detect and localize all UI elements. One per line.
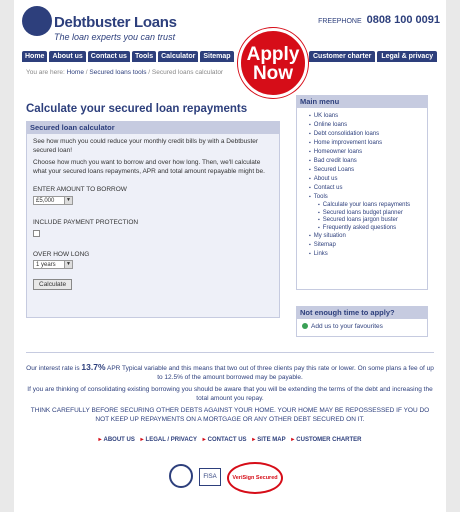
menu-item[interactable]: ▪ Contact us [309,184,427,193]
secondary-nav [309,51,437,62]
menu-item[interactable]: ▪ About us [309,175,427,184]
amount-value: £5,000 [36,197,55,204]
menu-item[interactable]: ▪ Debt consolidation loans [309,130,427,139]
chevron-down-icon: ▼ [64,197,72,204]
fisa-logo: FISA [199,468,221,486]
calculator-intro-2: Choose how much you want to borrow and over how long. Then, we'll calculate what your secured loans repayments, APR and total amount repayable might be. [33,159,265,175]
rate-pre: Our interest rate is [26,365,80,372]
amount-label: ENTER AMOUNT TO BORROW [33,186,127,193]
menu-item[interactable]: ▪ UK loans [309,112,427,121]
calculator-intro-1: See how much you could reduce your monthly credit bills by with a Debtbuster secured loan! [33,138,259,154]
footer-disclaimer [26,363,434,428]
freephone [318,14,440,26]
main-menu-heading: Main menu [297,96,427,108]
payment-protection-checkbox[interactable] [33,230,40,237]
breadcrumb-tools[interactable]: Secured loans tools [89,69,147,76]
breadcrumb-prefix: You are here: [26,69,65,76]
page [14,0,446,512]
protection-label: INCLUDE PAYMENT PROTECTION [33,219,139,226]
brand-logo[interactable] [22,6,182,46]
footer-link-about-us[interactable]: ▸ ABOUT US [98,437,134,443]
submenu-item[interactable]: ▪ Secured loans jargon buster [318,217,427,225]
term-select[interactable] [33,260,73,269]
calculator-body [27,134,279,317]
consolidate-text: If you are thinking of consolidating existing borrowing you should be aware that you will be extending the terms of the debt and increasing the total amount you repay. [27,386,433,402]
rate-value: 13.7% [81,362,106,372]
breadcrumb-current: Secured loans calculator [151,69,224,76]
footer-link-contact-us[interactable]: ▸ CONTACT US [203,437,247,443]
menu-item[interactable]: ▪ Secured Loans [309,166,427,175]
brand-tagline: The loan experts you can trust [54,32,176,42]
term-value: 1 years [36,262,56,268]
breadcrumb-home[interactable]: Home [66,69,84,76]
menu-item[interactable]: ▪ Homeowner loans [309,148,427,157]
term-label: OVER HOW LONG [33,250,90,258]
nav-home[interactable]: Home [22,51,47,62]
trust-logos [14,462,446,496]
footer-links [14,436,446,443]
chevron-down-icon: ▼ [64,261,72,268]
add-favourites-link[interactable] [297,319,427,330]
repossession-warning: THINK CAREFULLY BEFORE SECURING OTHER DEBTS AGAINST YOUR HOME. YOUR HOME MAY BE REPOSSESSED IF YOU DO NOT KEEP UP REPAYMENTS ON A MORTGAGE OR ANY OTHER DEBT SECURED ON IT. [30,407,430,423]
freephone-number[interactable]: 0808 100 0091 [366,14,440,26]
logo-icon [22,6,52,36]
brand-name: Debtbuster Loans [54,14,177,31]
footer-link-customer-charter[interactable]: ▸ CUSTOMER CHARTER [291,437,361,443]
add-favourites-label: Add us to your favourites [311,323,383,330]
nav-calculator[interactable]: Calculator [158,51,198,62]
calculator-heading: Secured loan calculator [27,122,279,134]
calculate-button[interactable]: Calculate [33,279,72,290]
menu-item[interactable]: ▪ Bad credit loans [309,157,427,166]
verisign-logo[interactable]: VeriSign Secured [227,462,283,494]
menu-item[interactable]: ▪ Online loans [309,121,427,130]
amount-select[interactable] [33,196,73,205]
rate-text [26,363,434,382]
page-title: Calculate your secured loan repayments [26,103,248,115]
breadcrumb [26,69,226,77]
footer-link-legal-privacy[interactable]: ▸ LEGAL / PRIVACY [141,437,197,443]
menu-item[interactable]: ▪ My situation [309,232,427,241]
submenu-item[interactable]: ▪ Frequently asked questions [318,225,427,233]
nav-sitemap[interactable]: Sitemap [200,51,233,62]
not-enough-time-heading: Not enough time to apply? [297,307,427,319]
apply-now-button[interactable] [238,28,308,98]
divider [26,352,434,353]
favourites-icon [302,323,308,329]
breadcrumb-separator: / [148,69,151,76]
submenu-item[interactable]: ▪ Secured loans budget planner [318,210,427,218]
main-menu-list [297,108,427,259]
rate-post: APR Typical variable and this means that two out of three clients pay this rate or lower. On some plans a fee of up to 12.5% of the amount borrowed may be payable. [106,365,434,381]
main-nav [22,51,234,62]
cml-logo [169,464,193,488]
nav-about-us[interactable]: About us [49,51,85,62]
freephone-label: FREEPHONE [318,18,362,25]
footer-link-site-map[interactable]: ▸ SITE MAP [252,437,285,443]
tools-submenu [309,202,427,232]
menu-item[interactable]: ▪ Home improvement loans [309,139,427,148]
apply-line2: Now [252,63,294,84]
main-menu [296,95,428,290]
secured-loan-calculator [26,121,280,318]
nav-tools[interactable]: Tools [132,51,156,62]
submenu-item[interactable]: ▪ Calculate your loans repayments [318,202,427,210]
menu-item[interactable]: ▪ Tools [309,193,427,202]
nav-legal-privacy[interactable]: Legal & privacy [377,51,437,62]
nav-customer-charter[interactable]: Customer charter [309,51,375,62]
menu-item[interactable]: ▪ Links [309,250,427,259]
not-enough-time-box [296,306,428,337]
apply-line1: Apply [246,44,300,65]
menu-item[interactable]: ▪ Sitemap [309,241,427,250]
nav-contact-us[interactable]: Contact us [88,51,130,62]
breadcrumb-separator: / [85,69,88,76]
